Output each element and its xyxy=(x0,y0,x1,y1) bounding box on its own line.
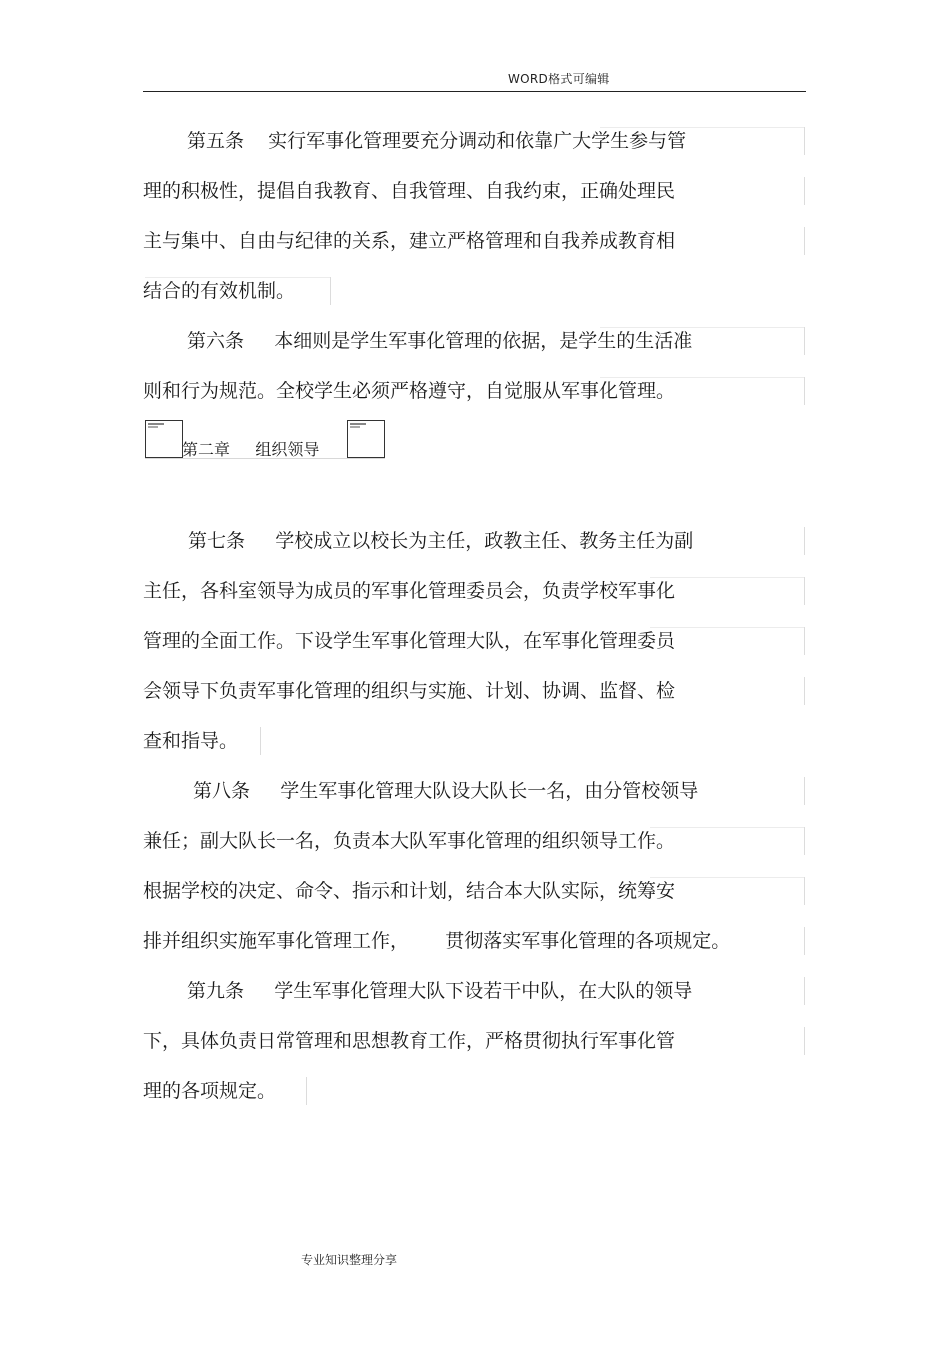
frame-guide xyxy=(650,627,804,628)
text-line: 理的积极性，提倡自我教育、自我管理、自我约束，正确处理民 xyxy=(143,180,676,202)
frame-guide xyxy=(804,127,805,155)
text-line: 管理的全面工作。下设学生军事化管理大队，在军事化管理委员 xyxy=(143,630,676,652)
text-line: 查和指导。 xyxy=(143,730,239,752)
text-line: 第七条 学校成立以校长为主任，政教主任、教务主任为副 xyxy=(188,530,694,552)
frame-guide xyxy=(306,1077,307,1105)
text-line: 主任，各科室领导为成员的军事化管理委员会，负责学校军事化 xyxy=(143,580,676,602)
chapter-heading: 第二章 组织领导 xyxy=(182,440,320,459)
frame-guide xyxy=(804,777,805,805)
text-line: 理的各项规定。 xyxy=(143,1080,277,1102)
text-line: 下，具体负责日常管理和思想教育工作，严格贯彻执行军事化管 xyxy=(143,1030,676,1052)
frame-guide xyxy=(804,977,805,1005)
frame-guide xyxy=(804,927,805,955)
header-text: WORD格式可编辑 xyxy=(508,72,610,86)
image-placeholder-icon xyxy=(145,420,183,458)
text-line: 兼任；副大队长一名，负责本大队军事化管理的组织领导工作。 xyxy=(143,830,676,852)
text-line: 则和行为规范。全校学生必须严格遵守，自觉服从军事化管理。 xyxy=(143,380,676,402)
frame-guide xyxy=(804,377,805,405)
frame-guide xyxy=(804,877,805,905)
text-line: 第五条 实行军事化管理要充分调动和依靠广大学生参与管 xyxy=(187,130,687,152)
header-rule xyxy=(143,91,806,92)
frame-guide xyxy=(330,277,331,305)
text-line: 排并组织实施军事化管理工作， 贯彻落实军事化管理的各项规定。 xyxy=(143,930,731,952)
text-line: 结合的有效机制。 xyxy=(143,280,296,302)
text-line: 根据学校的决定、命令、指示和计划，结合本大队实际，统筹安 xyxy=(143,880,676,902)
text-line: 第六条 本细则是学生军事化管理的依据，是学生的生活准 xyxy=(187,330,693,352)
frame-guide xyxy=(804,227,805,255)
text-line: 会领导下负责军事化管理的组织与实施、计划、协调、监督、检 xyxy=(143,680,676,702)
frame-guide xyxy=(600,377,804,378)
footer-text: 专业知识整理分享 xyxy=(301,1253,398,1267)
frame-guide xyxy=(804,677,805,705)
frame-guide xyxy=(804,827,805,855)
text-line: 主与集中、自由与纪律的关系，建立严格管理和自我养成教育相 xyxy=(143,230,676,252)
frame-guide xyxy=(804,527,805,555)
frame-guide xyxy=(650,877,804,878)
text-line: 第九条 学生军事化管理大队下设若干中队，在大队的领导 xyxy=(187,980,693,1002)
frame-guide xyxy=(804,1027,805,1055)
frame-guide xyxy=(600,127,804,128)
frame-guide xyxy=(804,177,805,205)
frame-guide xyxy=(650,577,804,578)
frame-guide xyxy=(260,727,261,755)
frame-guide xyxy=(600,327,804,328)
frame-guide xyxy=(650,827,804,828)
frame-guide xyxy=(145,277,330,278)
frame-guide xyxy=(804,627,805,655)
text-line: 第八条 学生军事化管理大队设大队长一名，由分管校领导 xyxy=(193,780,699,802)
frame-guide xyxy=(804,327,805,355)
image-placeholder-icon xyxy=(347,420,385,458)
frame-guide xyxy=(804,577,805,605)
